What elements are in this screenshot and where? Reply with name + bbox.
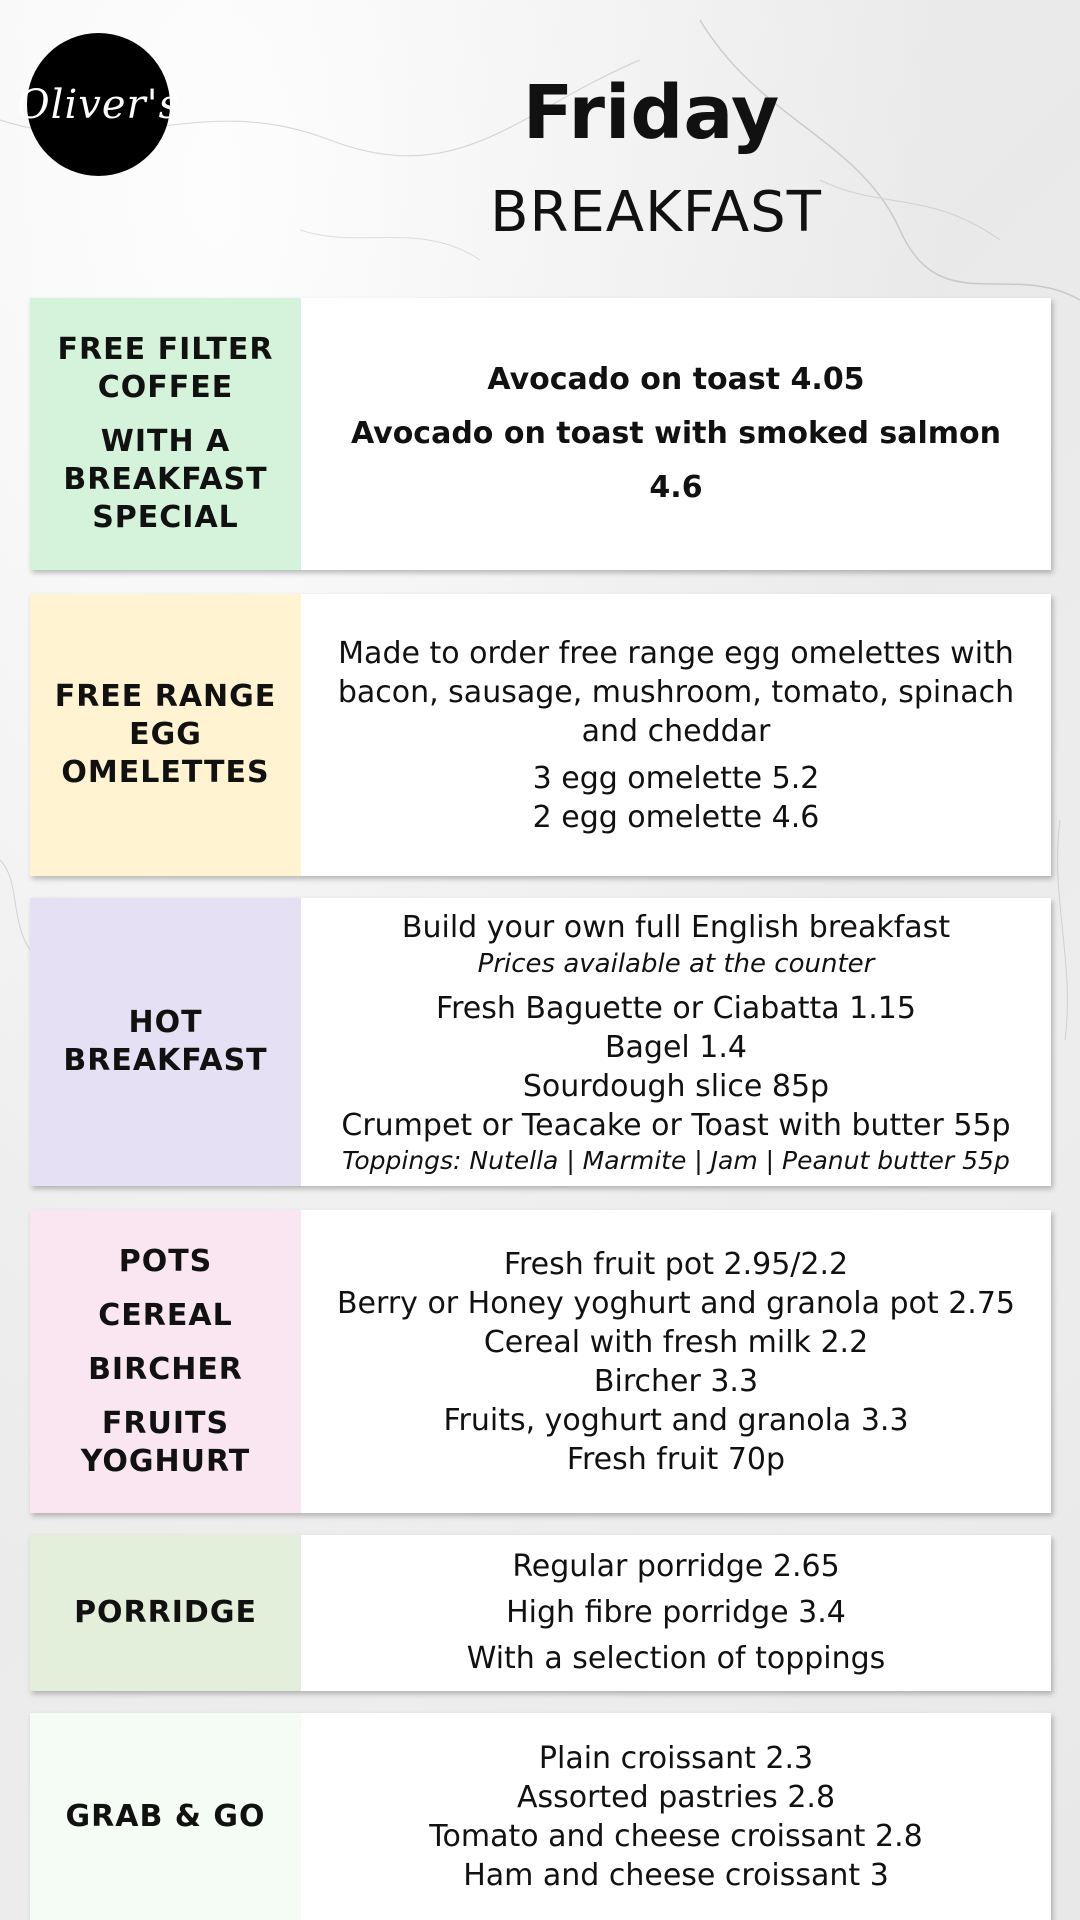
menu-heading: Build your own full English breakfast: [401, 909, 951, 945]
meal-title: BREAKFAST: [490, 180, 822, 245]
section-omelettes: [30, 594, 1051, 876]
label-line: FRUITS YOGHURT: [80, 1405, 251, 1479]
menu-item: Avocado on toast 4.05: [487, 362, 865, 397]
label-line: FREE FILTER COFFEE: [57, 332, 274, 405]
menu-item: Crumpet or Teacake or Toast with butter 55p: [341, 1107, 1011, 1143]
menu-item: Berry or Honey yoghurt and granola pot 2.75: [336, 1285, 1016, 1321]
menu-item: Avocado on toast with smoked salmon 4.6: [350, 416, 1001, 505]
menu-item: Tomato and cheese croissant 2.8: [429, 1818, 923, 1854]
label-line: FREE RANGE EGG OMELETTES: [54, 679, 277, 790]
menu-item: With a selection of toppings: [466, 1641, 886, 1676]
day-title: Friday: [522, 70, 780, 156]
section-grab-and-go-items: [301, 1713, 1051, 1920]
section-omelettes-label: [30, 594, 301, 876]
menu-item: 2 egg omelette 4.6: [532, 799, 820, 835]
menu-description: Made to order free range egg omelettes with bacon, sausage, mushroom, tomato, spinach and cheddar: [337, 635, 1015, 749]
menu-item: 3 egg omelette 5.2: [532, 760, 820, 796]
section-hot-breakfast-items: [301, 898, 1051, 1186]
menu-item: Fruits, yoghurt and granola 3.3: [443, 1402, 909, 1438]
label-line: POTS: [118, 1243, 213, 1279]
section-pots: [30, 1210, 1051, 1513]
section-hot-breakfast-label: [30, 898, 301, 1186]
menu-item: Assorted pastries 2.8: [516, 1779, 836, 1815]
menu-item: Bagel 1.4: [604, 1029, 748, 1065]
menu-item: High fibre porridge 3.4: [506, 1595, 846, 1630]
menu-item: Regular porridge 2.65: [512, 1549, 840, 1584]
label-line: PORRIDGE: [74, 1595, 257, 1630]
section-porridge-label: [30, 1535, 301, 1691]
menu-item: Fresh Baguette or Ciabatta 1.15: [436, 990, 916, 1026]
section-pots-label: [30, 1210, 301, 1513]
section-coffee-items: [301, 298, 1051, 570]
section-pots-items: [301, 1210, 1051, 1513]
label-line: GRAB & GO: [65, 1798, 266, 1834]
menu-toppings: Toppings: Nutella | Marmite | Jam | Peanut butter 55p: [342, 1145, 1010, 1175]
menu-item: Cereal with fresh milk 2.2: [483, 1324, 869, 1360]
section-hot-breakfast: [30, 898, 1051, 1186]
section-omelettes-items: [301, 594, 1051, 876]
menu-item: Ham and cheese croissant 3: [463, 1857, 889, 1893]
label-line: BIRCHER: [88, 1351, 243, 1387]
logo-text: Oliver's: [16, 81, 181, 128]
section-coffee-label: [30, 298, 301, 570]
section-coffee: [30, 298, 1051, 570]
label-line: WITH A BREAKFAST SPECIAL: [63, 424, 268, 535]
section-porridge: [30, 1535, 1051, 1691]
menu-note: Prices available at the counter: [477, 948, 875, 979]
menu-item: Plain croissant 2.3: [538, 1740, 814, 1776]
section-grab-and-go-label: [30, 1713, 301, 1920]
menu-item: Sourdough slice 85p: [522, 1068, 830, 1104]
menu-item: Bircher 3.3: [593, 1363, 759, 1399]
section-grab-and-go: [30, 1713, 1051, 1920]
label-line: HOT BREAKFAST: [63, 1005, 268, 1078]
menu-item: Fresh fruit 70p: [566, 1441, 786, 1477]
menu-item: Fresh fruit pot 2.95/2.2: [503, 1246, 849, 1282]
label-line: CEREAL: [98, 1297, 233, 1333]
section-porridge-items: [301, 1535, 1051, 1691]
